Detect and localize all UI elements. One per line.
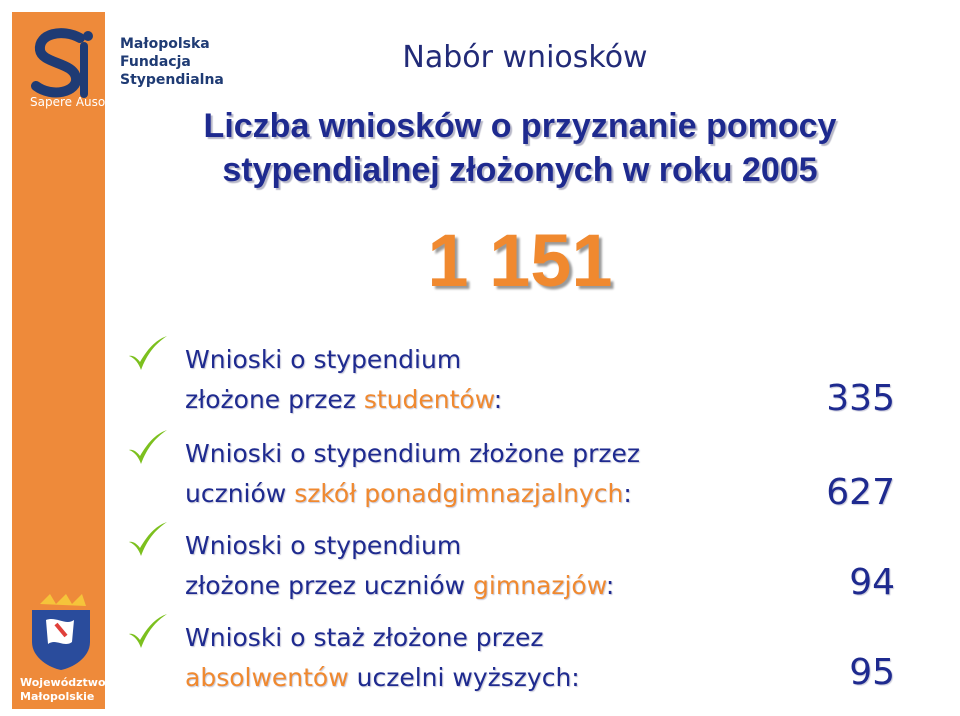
checkmark-icon — [125, 334, 169, 374]
item-line-2 — [185, 658, 805, 698]
crest-line-1: Województwo — [20, 676, 106, 689]
item-line-1: Wnioski o stypendium — [185, 345, 462, 374]
item-highlight: szkół ponadgimnazjalnych — [294, 479, 624, 508]
list-item-text — [185, 618, 805, 698]
logo-line-3: Stypendialna — [120, 72, 224, 88]
item-text-after: : — [493, 385, 503, 414]
checkmark-icon — [125, 428, 169, 468]
item-text-before: złożone przez — [185, 385, 364, 414]
item-text-before: złożone przez uczniów — [185, 571, 474, 600]
page-heading: Nabór wniosków — [402, 40, 648, 75]
item-value: 335 — [826, 378, 895, 419]
page-subtitle — [140, 104, 900, 192]
item-text-before: uczniów — [185, 479, 295, 508]
logo-motto: Sapere Auso — [30, 95, 106, 109]
foundation-logo — [16, 24, 224, 116]
total-count: 1 151 — [427, 219, 613, 302]
item-line-2 — [185, 474, 805, 514]
crest-line-2: Małopolskie — [20, 690, 95, 703]
item-line-2 — [185, 380, 805, 420]
logo-line-1: Małopolska — [120, 36, 210, 52]
list-item-text — [185, 434, 805, 514]
wojewodztwo-logo — [20, 592, 104, 710]
item-line-1: Wnioski o stypendium złożone przez — [185, 439, 641, 468]
item-highlight: absolwentów — [185, 663, 349, 692]
item-value: 95 — [849, 652, 895, 693]
wojewodztwo-crest-logo-icon — [26, 592, 96, 670]
item-text-after: uczelni wyższych: — [348, 663, 580, 692]
list-item-text — [185, 340, 805, 420]
item-line-1: Wnioski o stypendium — [185, 531, 462, 560]
list-item-text — [185, 526, 805, 606]
item-value: 94 — [849, 562, 895, 603]
item-highlight: studentów — [363, 385, 494, 414]
item-text-after: : — [623, 479, 632, 508]
checkmark-icon — [125, 520, 169, 560]
item-highlight: gimnazjów — [473, 571, 606, 600]
checkmark-icon — [125, 612, 169, 652]
item-value: 627 — [826, 472, 895, 513]
subtitle-line-1: Liczba wniosków o przyznanie pomocy — [203, 107, 837, 145]
item-line-2 — [185, 566, 805, 606]
logo-line-2: Fundacja — [120, 54, 191, 70]
subtitle-line-2: stypendialnej złożonych w roku 2005 — [222, 151, 818, 189]
item-text-after: : — [605, 571, 615, 600]
item-line-1: Wnioski o staż złożone przez — [185, 623, 544, 652]
